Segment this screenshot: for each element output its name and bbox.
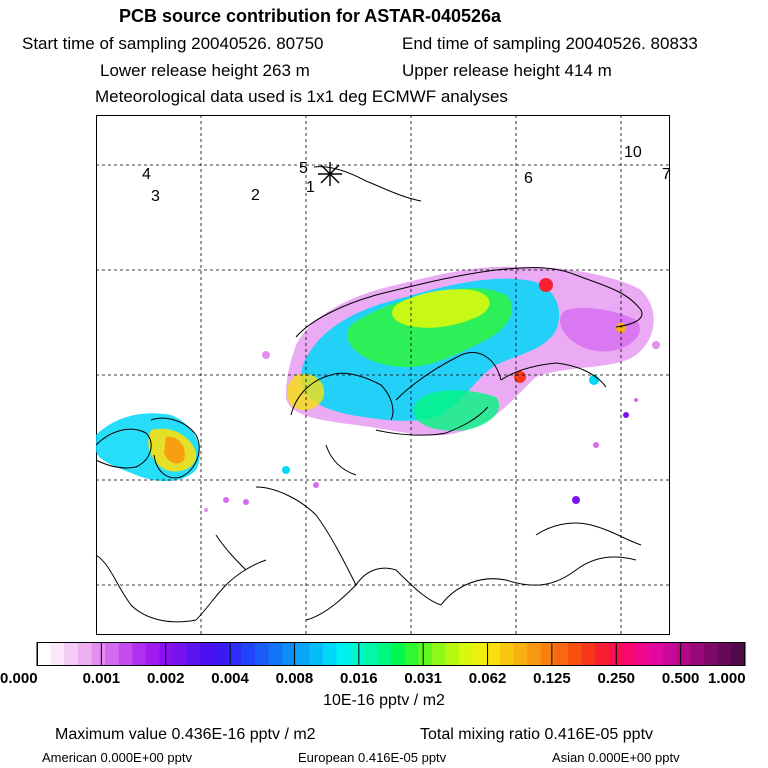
point-label-5: 5 (299, 160, 308, 177)
color-swatch (377, 642, 391, 666)
color-swatch (214, 642, 228, 666)
color-swatch (486, 642, 500, 666)
color-swatch (91, 642, 105, 666)
european-contribution-label: European 0.416E-05 pptv (298, 750, 447, 765)
color-scale-tick-label: 0.062 (468, 670, 507, 687)
color-swatch (119, 642, 133, 666)
color-swatch (146, 642, 160, 666)
color-swatch (527, 642, 541, 666)
maximum-value-label: Maximum value 0.436E-16 pptv / m2 (55, 726, 316, 743)
lower-release-height-label: Lower release height 263 m (100, 61, 310, 80)
color-swatch (37, 642, 51, 666)
color-swatch (323, 642, 337, 666)
color-swatch (337, 642, 351, 666)
color-scale-unit: 10E-16 pptv / m2 (323, 692, 445, 709)
point-label-7: 7 (662, 166, 671, 183)
end-time-label: End time of sampling 20040526. 80833 (402, 34, 698, 53)
color-swatch (51, 642, 65, 666)
color-swatch (718, 642, 732, 666)
color-scale-tick-label: 0.016 (340, 670, 378, 687)
color-swatch (473, 642, 487, 666)
color-swatch (64, 642, 78, 666)
point-label-4: 4 (142, 166, 151, 183)
color-scale-tick-label: 0.125 (533, 670, 571, 687)
color-swatch (173, 642, 187, 666)
color-swatch (132, 642, 146, 666)
page-title: PCB source contribution for ASTAR-040526a (118, 6, 502, 26)
color-scale-tick-label: 0.000 (0, 670, 38, 687)
point-label-6: 6 (524, 170, 533, 187)
american-contribution-label: American 0.000E+00 pptv (42, 750, 192, 765)
color-scale-tick-label: 0.001 (82, 670, 121, 687)
color-swatch (459, 642, 473, 666)
color-swatch (568, 642, 582, 666)
total-mixing-ratio-label: Total mixing ratio 0.416E-05 pptv (420, 726, 654, 743)
color-swatch (78, 642, 92, 666)
color-swatch (241, 642, 255, 666)
color-swatch (296, 642, 310, 666)
color-scale-bar (37, 642, 745, 666)
point-label-3: 3 (151, 188, 160, 205)
asian-contribution-label: Asian 0.000E+00 pptv (552, 750, 680, 765)
color-swatch (500, 642, 514, 666)
color-swatch (187, 642, 201, 666)
color-swatch (418, 642, 432, 666)
color-swatch (268, 642, 282, 666)
color-swatch (364, 642, 378, 666)
color-scale-tick-label: 0.500 (661, 670, 700, 687)
contribution-map (96, 115, 670, 635)
color-swatch (677, 642, 691, 666)
color-scale-tick-label: 0.031 (404, 670, 442, 687)
color-swatch (691, 642, 705, 666)
color-scale-tick-label: 0.004 (211, 670, 249, 687)
star-marker (318, 162, 342, 186)
color-scale-tick-label: 1.000 (708, 670, 746, 687)
color-swatch (432, 642, 446, 666)
color-swatch (200, 642, 214, 666)
color-swatch (554, 642, 568, 666)
color-swatch (350, 642, 364, 666)
color-swatch (704, 642, 718, 666)
color-scale-tick-label: 0.002 (146, 670, 185, 687)
color-swatch (514, 642, 528, 666)
color-swatch (731, 642, 745, 666)
color-scale-tick-label: 0.250 (597, 670, 636, 687)
color-swatch (541, 642, 555, 666)
color-swatch (636, 642, 650, 666)
meteorological-data-label: Meteorological data used is 1x1 deg ECMWF analyses (95, 87, 508, 106)
color-swatch (391, 642, 405, 666)
color-swatch (445, 642, 459, 666)
color-swatch (160, 642, 174, 666)
color-swatch (622, 642, 636, 666)
color-swatch (650, 642, 664, 666)
point-label-1: 1 (306, 179, 315, 196)
color-swatch (309, 642, 323, 666)
color-swatch (405, 642, 419, 666)
color-swatch (595, 642, 609, 666)
color-scale-ticks (0, 670, 768, 690)
color-swatch (255, 642, 269, 666)
color-scale-tick-label: 0.008 (275, 670, 314, 687)
upper-release-height-label: Upper release height 414 m (402, 61, 612, 80)
color-swatch (582, 642, 596, 666)
point-label-10: 10 (624, 144, 642, 161)
start-time-label: Start time of sampling 20040526. 80750 (22, 34, 324, 53)
color-swatch (663, 642, 677, 666)
point-label-2: 2 (251, 187, 260, 204)
color-swatch (105, 642, 119, 666)
